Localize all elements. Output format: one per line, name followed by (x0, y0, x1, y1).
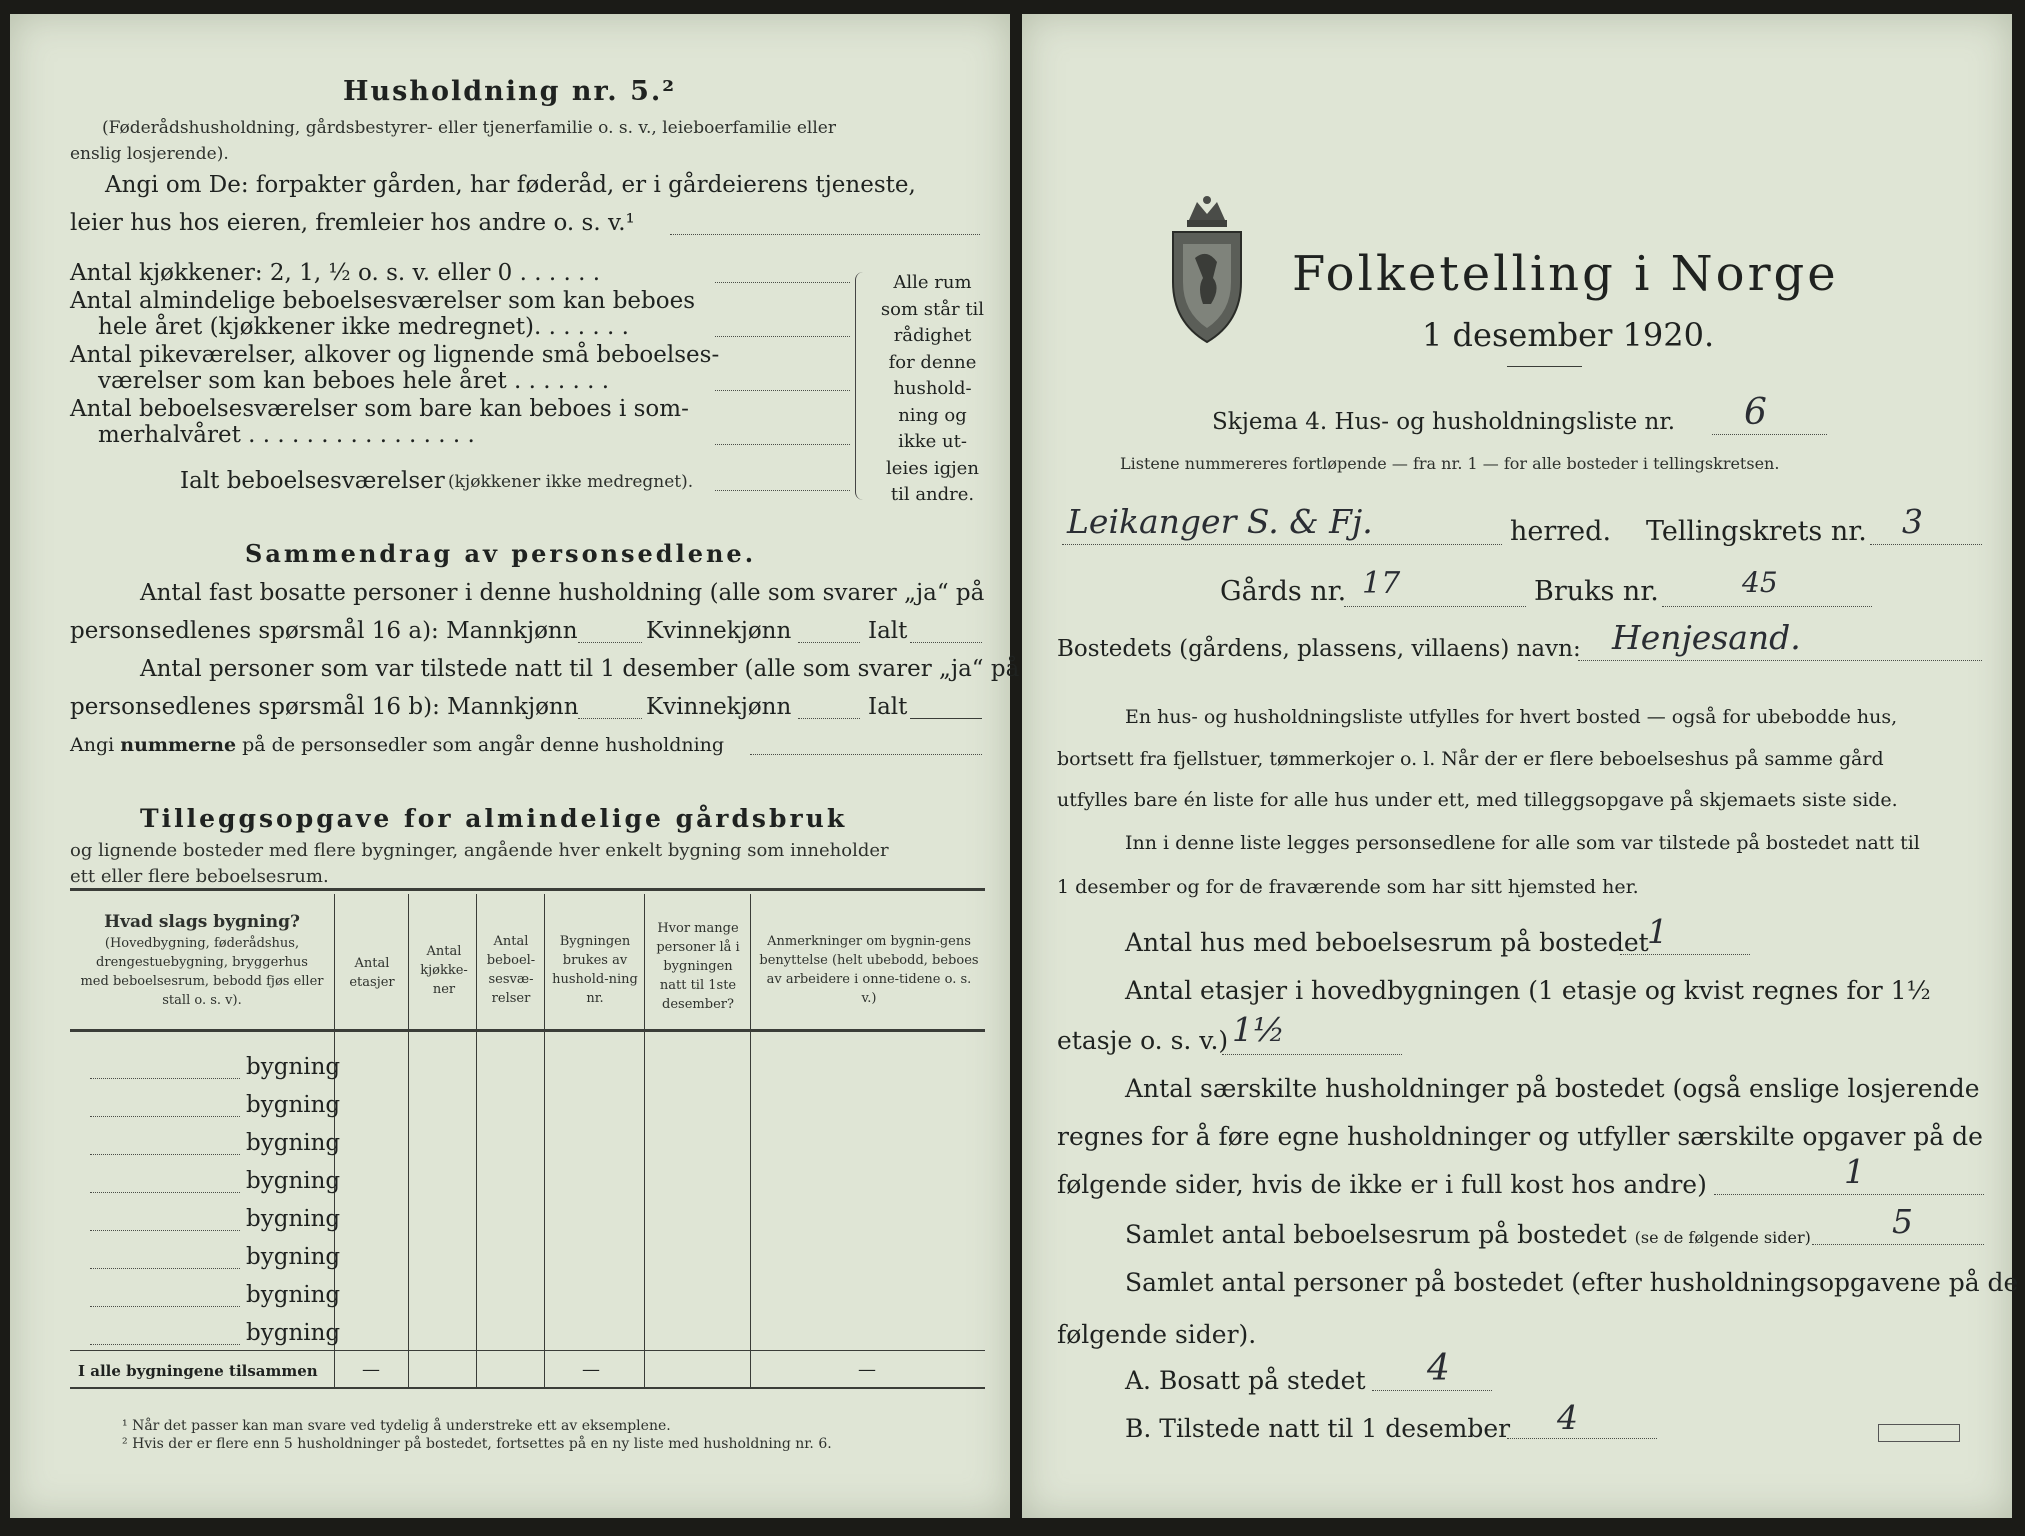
household-title: Husholdning nr. 5.² (343, 76, 677, 107)
table-header-kjokkener: Antal kjøkke-ner (420, 944, 468, 997)
fill-alm (715, 336, 850, 337)
info-3: utfylles bare én liste for alle hus under ett, med tilleggsopgave på skjemaets siste side. (1057, 789, 1898, 811)
samlet-rum-note: (se de følgende sider) (1634, 1228, 1811, 1247)
listene-note: Listene nummereres fortløpende — fra nr. 1 — for alle bosteder i tellingskretsen. (1120, 454, 1780, 473)
herred-value: Leikanger S. & Fj. (1067, 502, 1373, 541)
table-header-rule (70, 1029, 985, 1032)
row-fill (90, 1268, 240, 1269)
brace-note-line: som står til (880, 298, 985, 320)
census-date: 1 desember 1920. (1422, 316, 1715, 354)
bosted-fill (1578, 660, 1982, 661)
table-header-building (72, 910, 332, 1010)
table-col-divider (750, 894, 751, 1388)
tillegg-desc-1: og lignende bosteder med flere bygninger, angående hver enkelt bygning som inneholder (70, 840, 889, 861)
census-title: Folketelling i Norge (1292, 246, 1839, 302)
table-header-husholdning: Bygningen brukes av hushold-ning nr. (552, 934, 638, 1006)
household-subtitle-2: enslig losjerende). (70, 144, 229, 164)
brace-note-line: ning og (898, 404, 967, 426)
etasjer-value: 1½ (1232, 1010, 1285, 1049)
brace (855, 272, 866, 500)
fill-fast-ialt (910, 642, 982, 643)
row-fill (90, 1192, 240, 1193)
bosted-value: Henjesand. (1612, 618, 1801, 657)
rooms-pike-1: Antal pikeværelser, alkover og lignende små beboelses- (70, 342, 720, 368)
sar-1: Antal særskilte husholdninger på bostedet (også enslige losjerende (1125, 1074, 1980, 1103)
hus-label: Antal hus med beboelsesrum på bostedet (1125, 928, 1649, 957)
nummerne-b: nummerne (120, 734, 237, 756)
etasjer-fill (1222, 1054, 1402, 1055)
table-total-dash: — (582, 1359, 600, 1380)
row-fill (90, 1154, 240, 1155)
bruks-fill (1662, 606, 1872, 607)
sar-value: 1 (1844, 1152, 1865, 1191)
hus-fill (1620, 954, 1750, 955)
fill-fast-kvinne (798, 642, 860, 643)
brace-note-line: hushold- (893, 378, 972, 399)
angi-fill-line (670, 234, 980, 235)
sammendrag-fast-ialt: Ialt (868, 618, 908, 644)
rooms-pike-2: værelser som kan beboes hele året . . . . . . . (98, 368, 610, 394)
brace-note-line: Alle rum (893, 272, 972, 293)
rooms-alm-2: hele året (kjøkkener ikke medregnet). . . . . . . (98, 314, 629, 340)
fill-sommer (715, 444, 850, 445)
info-5: 1 desember og for de fraværende som har sitt hjemsted her. (1057, 876, 1639, 898)
sammendrag-fast-2: personsedlenes spørsmål 16 a): Mannkjønn (70, 618, 578, 644)
rooms-sommer-1: Antal beboelsesværelser som bare kan beboes i som- (70, 396, 689, 422)
samlet-pers-1: Samlet antal personer på bostedet (efter husholdningsopgavene på de (1125, 1268, 2019, 1297)
brace-note-line: for denne (888, 351, 977, 373)
bosatt-label: A. Bosatt på stedet (1125, 1366, 1366, 1395)
table-header-beboelses: Antal beboel-sesvæ-relser (486, 934, 536, 1006)
skjema-fill (1712, 434, 1827, 435)
angi-line-2: leier hus hos eieren, fremleier hos andre o. s. v.¹ (70, 210, 635, 236)
tilstede-fill (1507, 1438, 1657, 1439)
herred-fill (1062, 544, 1502, 545)
row-fill (90, 1344, 240, 1345)
norwegian-coat-of-arms-icon (1167, 192, 1247, 352)
info-4: Inn i denne liste legges personsedlene for alle som var tilstede på bostedet natt til (1125, 832, 1920, 854)
printer-stamp (1878, 1424, 1960, 1442)
etasjer-2: etasje o. s. v.) (1057, 1026, 1229, 1055)
table-row-label: bygning (246, 1282, 341, 1308)
sar-fill (1714, 1194, 1984, 1195)
herred-label: herred. (1510, 516, 1612, 547)
table-col-divider (408, 894, 409, 1388)
etasjer-1: Antal etasjer i hovedbygningen (1 etasje og kvist regnes for 1½ (1125, 976, 1931, 1005)
table-row-label: bygning (246, 1130, 341, 1156)
rooms-ialt-label: Ialt beboelsesværelser (180, 468, 445, 494)
tilstede-value: 4 (1557, 1398, 1578, 1437)
nummerne-a: Angi (70, 734, 115, 756)
brace-note-line: ikke ut- (898, 431, 967, 452)
footnote-1: ¹ Når det passer kan man svare ved tydelig å understreke ett av eksemplene. (122, 1418, 671, 1434)
sar-3: følgende sider, hvis de ikke er i full kost hos andre) (1057, 1170, 1707, 1199)
rooms-alm-1: Antal almindelige beboelsesværelser som kan beboes (70, 288, 696, 314)
brace-note-line: leies igjen (886, 457, 979, 479)
gards-value: 17 (1362, 566, 1401, 601)
krets-value: 3 (1902, 502, 1923, 541)
fill-pike (715, 390, 850, 391)
table-row-label: bygning (246, 1320, 341, 1346)
title-rule (1507, 366, 1582, 367)
fill-kjokkener (715, 282, 850, 283)
fill-fast-mann (578, 642, 642, 643)
table-col-divider (544, 894, 545, 1388)
table-header-anmerkninger: Anmerkninger om bygnin-gens benyttelse (helt ubebodd, beboes av arbeidere i onne-tidene o. s. v.) (759, 934, 979, 1006)
rooms-kjokkener: Antal kjøkkener: 2, 1, ½ o. s. v. eller 0 . . . . . . (70, 260, 601, 286)
angi-line-1: Angi om De: forpakter gården, har føderåd, er i gårdeierens tjeneste, (105, 172, 916, 198)
krets-fill (1870, 544, 1982, 545)
sammendrag-title: Sammendrag av personsedlene. (245, 539, 757, 568)
fill-nummerne (750, 754, 982, 755)
brace-note-line: rådighet (893, 325, 972, 346)
krets-label: Tellingskrets nr. (1646, 516, 1867, 547)
samlet-pers-2: følgende sider). (1057, 1320, 1257, 1349)
tillegg-title: Tilleggsopgave for almindelige gårdsbruk (140, 804, 848, 833)
sammendrag-fast-1: Antal fast bosatte personer i denne husholdning (alle som svarer „ja“ på (140, 580, 985, 606)
left-page (10, 14, 1020, 1518)
row-fill (90, 1078, 240, 1079)
table-row-label: bygning (246, 1244, 341, 1270)
gards-label: Gårds nr. (1220, 576, 1347, 607)
info-1: En hus- og husholdningsliste utfylles for hvert bosted — også for ubebodde hus, (1125, 706, 1898, 728)
brace-note (875, 270, 990, 509)
skjema-nr-value: 6 (1744, 392, 1767, 433)
info-2: bortsett fra fjellstuer, tømmerkojer o. l. Når der er flere beboelseshus på samme gård (1057, 748, 1884, 770)
brace-note-line: til andre. (890, 484, 975, 505)
bosatt-fill (1372, 1390, 1492, 1391)
bruks-label: Bruks nr. (1534, 576, 1659, 607)
sammendrag-tilstede-2: personsedlenes spørsmål 16 b): Mannkjønn (70, 694, 579, 720)
table-top-rule (70, 888, 985, 891)
table-bottom-rule (70, 1350, 985, 1351)
footnote-2: ² Hvis der er flere enn 5 husholdninger på bostedet, fortsettes på en ny liste med husholdning nr. 6. (122, 1436, 832, 1452)
table-col-divider (476, 894, 477, 1388)
sammendrag-tilstede-kvinne: Kvinnekjønn (646, 694, 792, 720)
sammendrag-tilstede-ialt: Ialt (868, 694, 908, 720)
table-total-dash: — (362, 1359, 380, 1380)
fill-ialt (715, 490, 850, 491)
hus-value: 1 (1647, 912, 1668, 951)
table-row-label: bygning (246, 1168, 341, 1194)
skjema-label: Skjema 4. Hus- og husholdningsliste nr. (1212, 409, 1676, 435)
rooms-sommer-2: merhalvåret . . . . . . . . . . . . . . . . (98, 422, 475, 448)
table-header-building-title: Hvad slags bygning? (104, 912, 300, 932)
samlet-rum (1125, 1220, 1811, 1249)
row-fill (90, 1116, 240, 1117)
bosted-label: Bostedets (gårdens, plassens, villaens) navn: (1057, 636, 1581, 662)
table-row-label: bygning (246, 1206, 341, 1232)
gards-fill (1344, 606, 1526, 607)
samlet-rum-value: 5 (1892, 1202, 1913, 1241)
bruks-value: 45 (1742, 566, 1778, 599)
tilstede-label: B. Tilstede natt til 1 desember (1125, 1414, 1511, 1443)
table-header-etasjer: Antal etasjer (349, 956, 395, 990)
household-subtitle-1: (Føderådshusholdning, gårdsbestyrer- eller tjenerfamilie o. s. v., leieboerfamilie eller (102, 118, 836, 138)
table-row-label: bygning (246, 1054, 341, 1080)
table-col-divider (644, 894, 645, 1388)
fill-tilstede-mann (578, 718, 642, 719)
tillegg-desc-2: ett eller flere beboelsesrum. (70, 866, 329, 887)
nummerne-line (70, 734, 724, 756)
right-page (1022, 14, 2019, 1518)
row-fill (90, 1230, 240, 1231)
rooms-ialt-note: (kjøkkener ikke medregnet). (448, 472, 694, 492)
samlet-rum-fill (1812, 1244, 1984, 1245)
samlet-rum-label: Samlet antal beboelsesrum på bostedet (1125, 1220, 1627, 1249)
table-header-personer: Hvor mange personer lå i bygningen natt til 1ste desember? (656, 921, 740, 1012)
sammendrag-fast-kvinne: Kvinnekjønn (646, 618, 792, 644)
bosatt-value: 4 (1427, 1348, 1450, 1389)
table-header-building-desc: (Hovedbygning, føderådshus, drengestuebygning, bryggerhus med beboelsesrum, bebodd fjøs eller stall o. s. v). (80, 936, 324, 1008)
table-total-label: I alle bygningene tilsammen (78, 1362, 318, 1380)
fill-tilstede-ialt (910, 718, 982, 719)
row-fill (90, 1306, 240, 1307)
sar-2: regnes for å føre egne husholdninger og utfyller særskilte opgaver på de (1057, 1122, 1983, 1151)
fill-tilstede-kvinne (798, 718, 860, 719)
nummerne-c: på de personsedler som angår denne husholdning (242, 734, 725, 756)
table-row-label: bygning (246, 1092, 341, 1118)
table-total-rule (70, 1387, 985, 1389)
sammendrag-tilstede-1: Antal personer som var tilstede natt til 1 desember (alle som svarer „ja“ på (140, 656, 1020, 682)
table-total-dash: — (858, 1359, 876, 1380)
